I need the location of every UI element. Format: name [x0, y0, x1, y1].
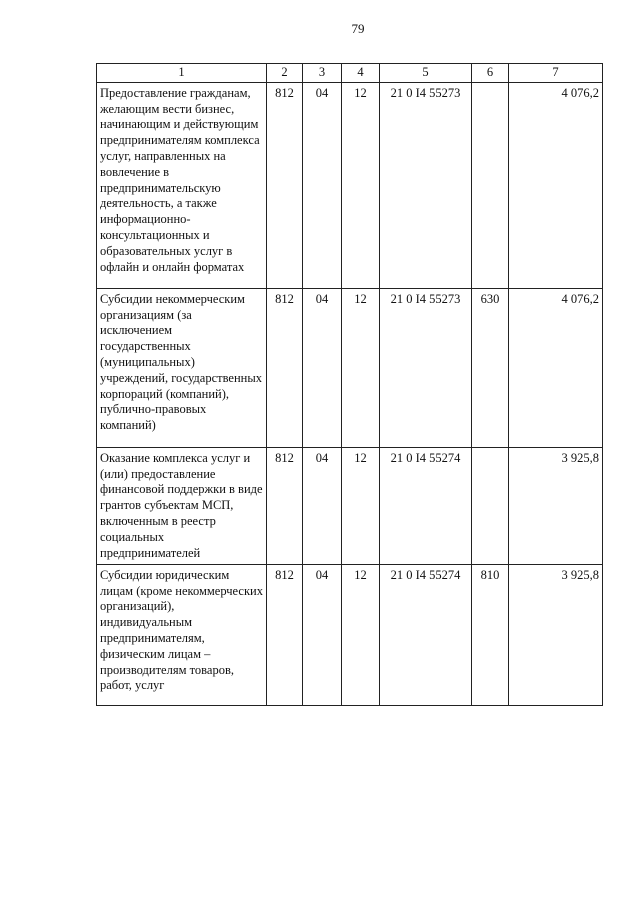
amount: 3 925,8 — [509, 447, 603, 564]
header-col-7: 7 — [509, 64, 603, 83]
amount: 3 925,8 — [509, 564, 603, 705]
header-col-1: 1 — [97, 64, 267, 83]
subsection-code: 12 — [342, 82, 380, 288]
ministry-code: 812 — [267, 564, 303, 705]
page-number: 79 — [351, 21, 365, 36]
header-col-2: 2 — [267, 64, 303, 83]
expense-type-code — [472, 447, 509, 564]
expense-type-code: 630 — [472, 288, 509, 447]
table-row — [97, 447, 603, 564]
table-row — [97, 288, 603, 447]
ministry-code: 812 — [267, 82, 303, 288]
ministry-code: 812 — [267, 288, 303, 447]
table-body — [97, 82, 603, 705]
amount: 4 076,2 — [509, 82, 603, 288]
row-name: Субсидии юридическим лицам (кроме некоммерческих организаций), индивидуальным предпринимателям, физическим лицам – производителям товаров, работ, услуг — [97, 564, 267, 705]
target-article-code: 21 0 I4 55273 — [380, 288, 472, 447]
subsection-code: 12 — [342, 564, 380, 705]
target-article-code: 21 0 I4 55273 — [380, 82, 472, 288]
target-article-code: 21 0 I4 55274 — [380, 564, 472, 705]
section-code: 04 — [303, 82, 342, 288]
amount: 4 076,2 — [509, 288, 603, 447]
header-col-6: 6 — [472, 64, 509, 83]
subsection-code: 12 — [342, 288, 380, 447]
header-col-4: 4 — [342, 64, 380, 83]
row-name: Оказание комплекса услуг и (или) предоставление финансовой поддержки в виде грантов субъектам МСП, включенным в реестр социальных предпринимателей — [97, 447, 267, 564]
row-name: Предоставление гражданам, желающим вести бизнес, начинающим и действующим предпринимателям комплекса услуг, направленных на вовлечение в предпринимательскую деятельность, а также информационно-консультационных и образовательных услуг в офлайн и онлайн форматах — [97, 82, 267, 288]
subsection-code: 12 — [342, 447, 380, 564]
row-name: Субсидии некоммерческим организациям (за исключением государственных (муниципальных) учреждений, государственных корпораций (компаний), публично-правовых компаний) — [97, 288, 267, 447]
target-article-code: 21 0 I4 55274 — [380, 447, 472, 564]
table-row — [97, 564, 603, 705]
section-code: 04 — [303, 288, 342, 447]
table-header — [97, 64, 603, 83]
header-col-5: 5 — [380, 64, 472, 83]
section-code: 04 — [303, 447, 342, 564]
ministry-code: 812 — [267, 447, 303, 564]
header-col-3: 3 — [303, 64, 342, 83]
expense-type-code: 810 — [472, 564, 509, 705]
budget-table — [96, 63, 603, 706]
expense-type-code — [472, 82, 509, 288]
table-row — [97, 82, 603, 288]
section-code: 04 — [303, 564, 342, 705]
header-row — [97, 64, 603, 83]
